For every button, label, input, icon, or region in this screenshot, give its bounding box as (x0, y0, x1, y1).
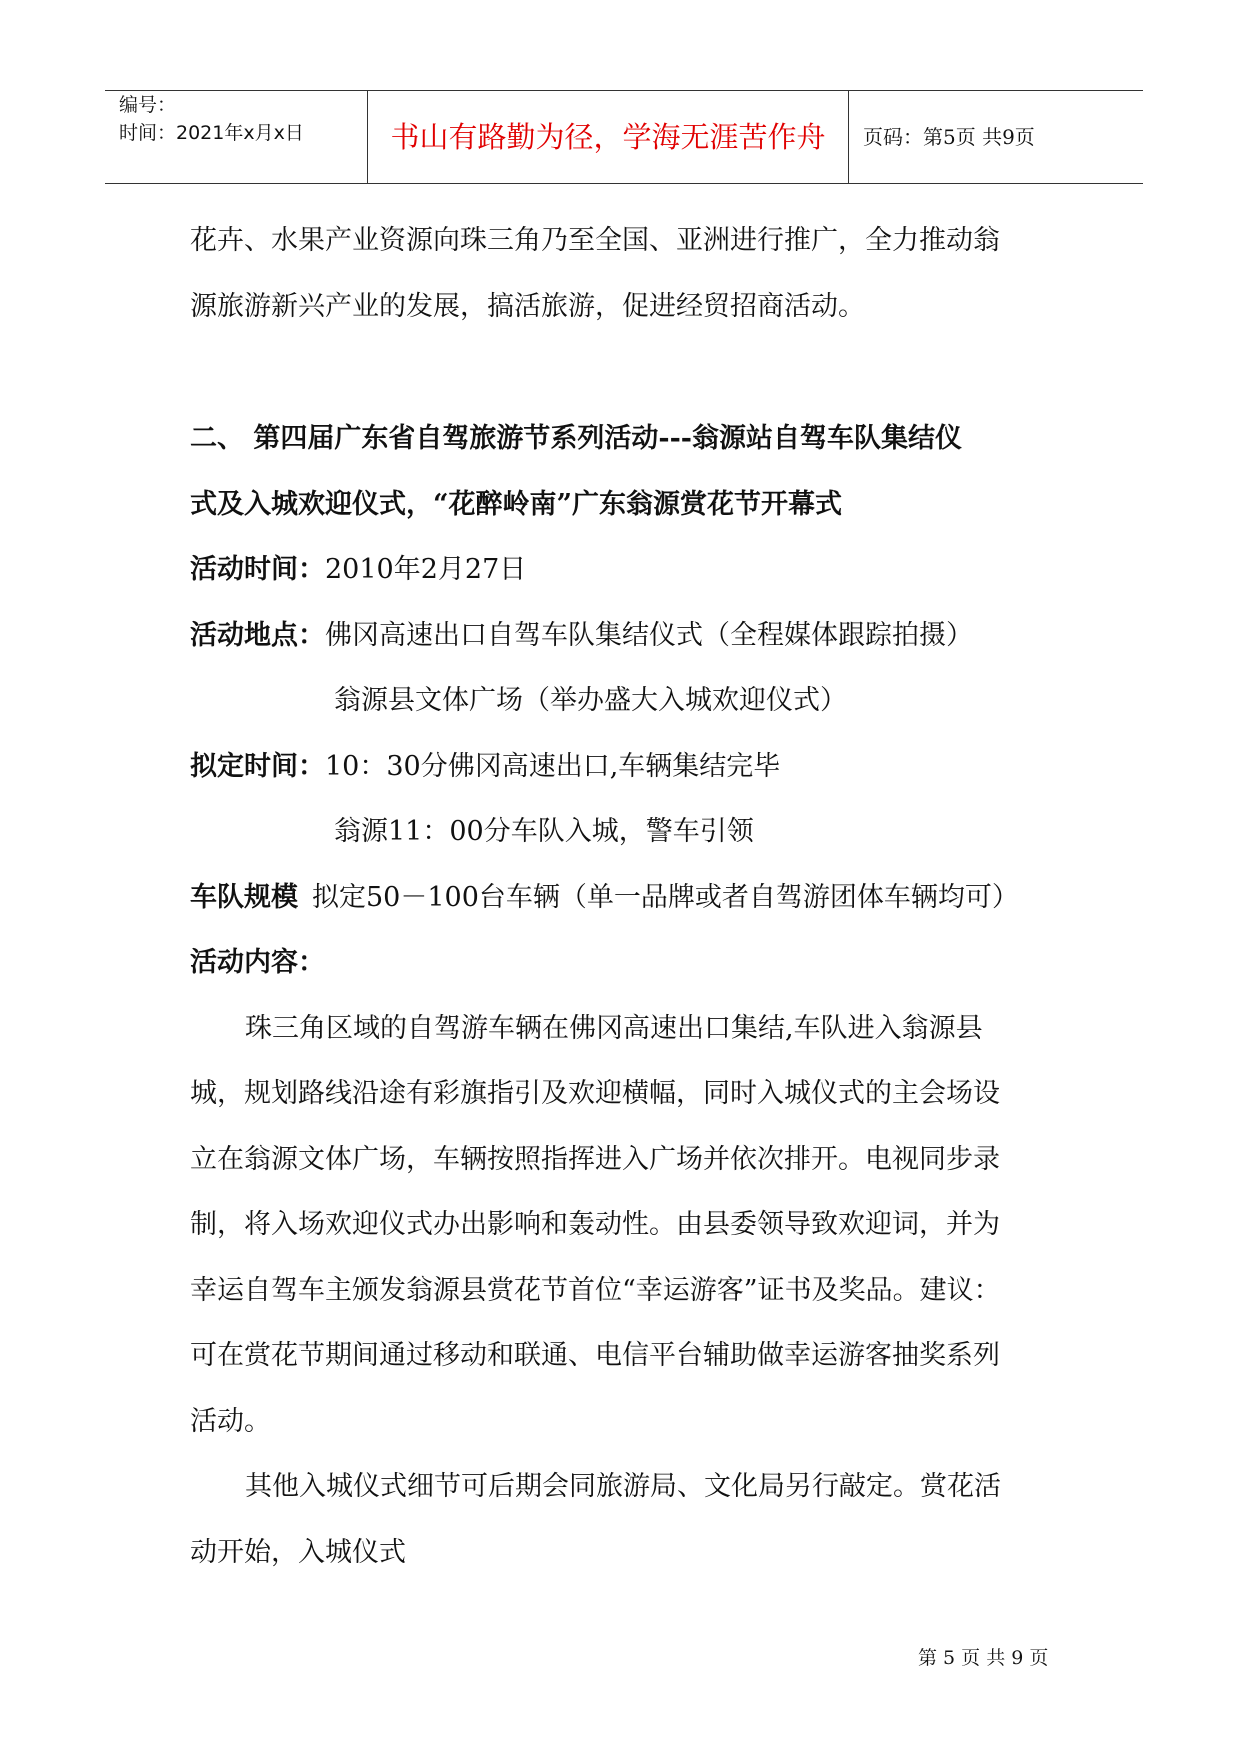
activity-time-row (190, 552, 526, 588)
header-page-info: 页码：第5页 共9页 (863, 125, 1035, 149)
page-footer: 第 5 页 共 9 页 (918, 1647, 1049, 1669)
activity-location-value-2: 翁源县文体广场（举办盛大入城欢迎仪式） (334, 685, 847, 716)
activity-time-value: 2010年2月27日 (325, 554, 527, 585)
activity-location-label: 活动地点： (190, 620, 325, 651)
intro-line-1: 花卉、水果产业资源向珠三角乃至全国、亚洲进行推广，全力推动翁 (190, 225, 1000, 256)
section-title-line-1: 二、 第四届广东省自驾旅游节系列活动---翁源站自驾车队集结仪 (190, 423, 963, 454)
paragraph-1-line-1: 珠三角区域的自驾游车辆在佛冈高速出口集结,车队进入翁源县 (245, 1013, 983, 1044)
paragraph-1-line-2: 城，规划路线沿途有彩旗指引及欢迎横幅，同时入城仪式的主会场设 (190, 1078, 1000, 1109)
paragraph-1-line-5: 幸运自驾车主颁发翁源县赏花节首位“幸运游客”证书及奖品。建议： (190, 1275, 1001, 1306)
header-meta (105, 91, 368, 183)
header-number-label: 编号： (119, 94, 177, 116)
activity-time-label: 活动时间： (190, 554, 325, 585)
intro-line-2: 源旅游新兴产业的发展，搞活旅游，促进经贸招商活动。 (190, 291, 865, 322)
activity-location-row (190, 618, 973, 654)
convoy-scale-row (190, 880, 1019, 916)
schedule-value-2: 翁源11：00分车队入城，警车引领 (334, 816, 754, 847)
convoy-scale-label: 车队规模 (190, 882, 298, 913)
paragraph-1-line-4: 制，将入场欢迎仪式办出影响和轰动性。由县委领导致欢迎词，并为 (190, 1209, 1000, 1240)
header-motto: 书山有路勤为径，学海无涯苦作舟 (368, 91, 849, 183)
header-time-label: 时间：2021年x月x日 (119, 122, 304, 144)
page-header (105, 90, 1143, 184)
schedule-label: 拟定时间： (190, 751, 325, 782)
paragraph-1-line-3: 立在翁源文体广场，车辆按照指挥进入广场并依次排开。电视同步录 (190, 1144, 1000, 1175)
paragraph-1-line-7: 活动。 (190, 1406, 271, 1437)
paragraph-2-line-1: 其他入城仪式细节可后期会同旅游局、文化局另行敲定。赏花活 (245, 1471, 1001, 1502)
convoy-scale-value: 拟定50－100台车辆（单一品牌或者自驾游团体车辆均可） (312, 882, 1019, 913)
section-title-line-2: 式及入城欢迎仪式，“花醉岭南”广东翁源赏花节开幕式 (190, 489, 843, 520)
schedule-value-1: 10：30分佛冈高速出口,车辆集结完毕 (325, 751, 781, 782)
schedule-row (190, 749, 780, 785)
paragraph-1-line-6: 可在赏花节期间通过移动和联通、电信平台辅助做幸运游客抽奖系列 (190, 1340, 1000, 1371)
activity-content-label: 活动内容： (190, 947, 325, 978)
paragraph-2-line-2: 动开始，入城仪式 (190, 1537, 406, 1568)
activity-location-value-1: 佛冈高速出口自驾车队集结仪式（全程媒体跟踪拍摄） (325, 620, 973, 651)
